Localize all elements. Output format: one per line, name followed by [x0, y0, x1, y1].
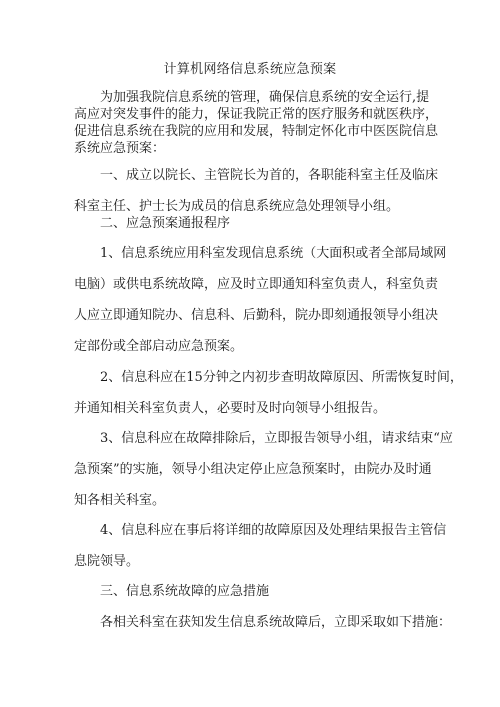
item-3-paragraph [74, 423, 453, 516]
measures-intro-paragraph [74, 607, 452, 638]
text-line: 高应对突发事件的能力，保证我院正常的医疗服务和就医秩序， [74, 107, 439, 122]
heading-line: 三、信息系统故障的应急措施 [100, 584, 270, 599]
item-4-paragraph [74, 515, 447, 577]
text-line: 息院领导。 [74, 554, 140, 569]
intro-paragraph [74, 89, 439, 157]
text-line: 1、信息系统应用科室发现信息系统（大面积或者全部局域网 [100, 246, 447, 261]
text-line: 知各相关科室。 [74, 493, 166, 508]
text-line: 促进信息系统在我院的应用和发展，特制定怀化市中医医院信息 [74, 124, 439, 139]
text-line: 人应立即通知院办、信息科、后勤科，院办即刻通报领导小组决 [74, 308, 439, 323]
text-line: 科室主任、护士长为成员的信息系统应急处理领导小组。 [74, 199, 400, 214]
section-3-heading [74, 576, 436, 607]
text-line: 电脑）或供电系统故障，应及时立即通知科室负责人，科室负责 [74, 277, 439, 292]
text-line: 一、成立以院长、主管院长为首的，各职能科室主任及临床 [100, 168, 439, 183]
heading-line: 二、应急预案通报程序 [100, 216, 231, 231]
text-line: 3、信息科应在故障排除后，立即报告领导小组，请求结束“应 [100, 431, 453, 446]
text-line: 急预案”的实施，领导小组决定停止应急预案时，由院办及时通 [74, 462, 432, 477]
text-line: 4、信息科应在事后将详细的故障原因及处理结果报告主管信 [100, 523, 447, 538]
text-line: 各相关科室在获知发生信息系统故障后，立即采取如下措施： [100, 615, 452, 630]
text-line: 2、信息科应在15分钟之内初步查明故障原因、所需恢复时间， [100, 370, 463, 385]
text-line: 并通知相关科室负责人，必要时及时向领导小组报告。 [74, 401, 387, 416]
section-2-heading [74, 208, 436, 239]
text-line: 系统应急预案： [74, 141, 166, 156]
item-2-paragraph [74, 362, 463, 424]
text-line: 为加强我院信息系统的管理，确保信息系统的安全运行,提 [100, 90, 430, 105]
text-line: 定部份或全部启动应急预案。 [74, 339, 244, 354]
item-1-paragraph [74, 238, 447, 362]
document-title: 计算机网络信息系统应急预案 [163, 62, 337, 77]
